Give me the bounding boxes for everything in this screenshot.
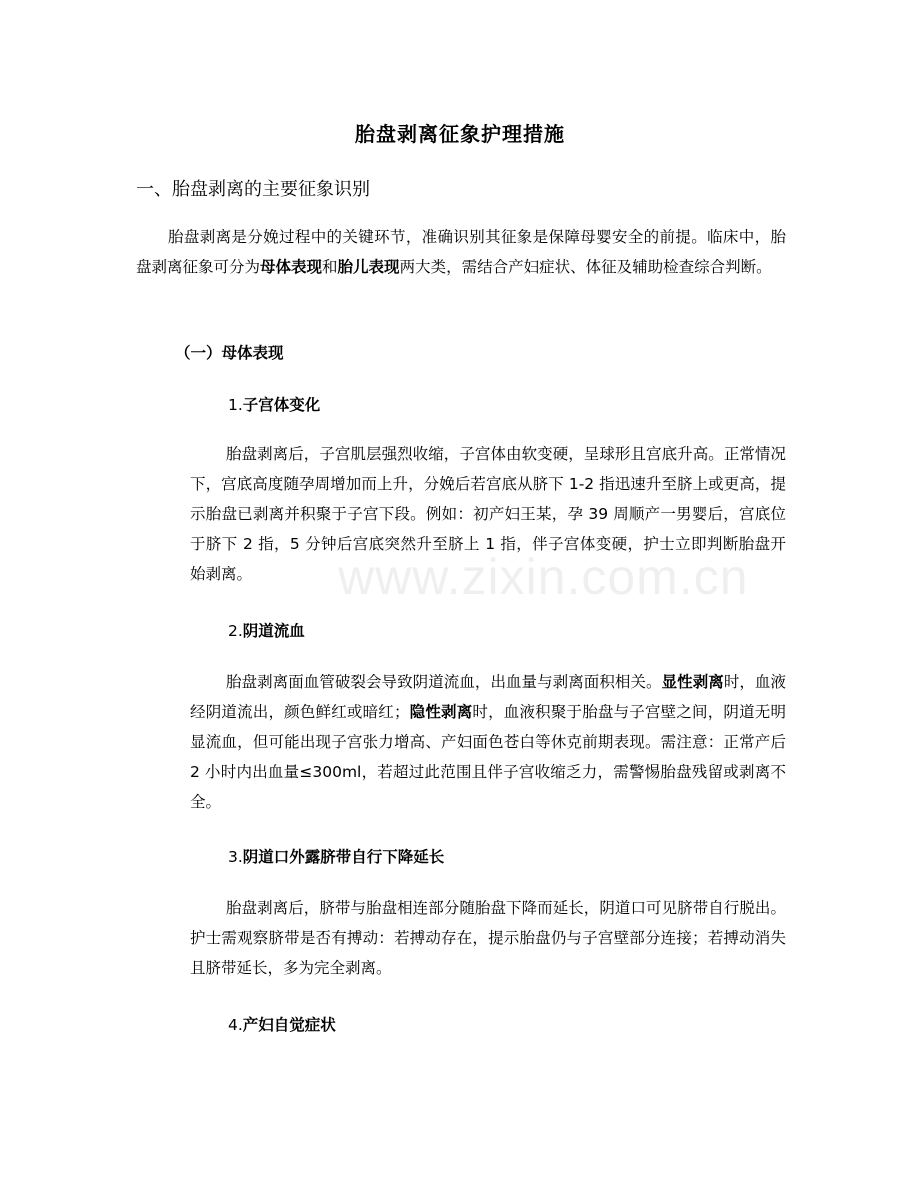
watermark: www.zixin.com.cn xyxy=(338,549,749,605)
item-paragraph-2 xyxy=(190,667,786,817)
item-number-2: 2. xyxy=(228,622,243,640)
item-heading-4 xyxy=(228,1013,336,1035)
item-number-1: 1. xyxy=(228,396,243,414)
item-number-3: 3. xyxy=(228,848,243,866)
intro-bold-fetal: 胎儿表现 xyxy=(337,258,400,276)
item2-bold-concealed: 隐性剥离 xyxy=(409,703,473,721)
intro-text-1: 胎盘剥离是分娩过程中的关键环节，准确识别其征象是保障母婴安全的前提。临床中，胎盘剥离征象可分为 xyxy=(136,228,786,276)
subsection-heading-maternal: （一）母体表现 xyxy=(175,344,284,362)
item-title-2: 阴道流血 xyxy=(242,622,305,640)
item-title-1: 子宫体变化 xyxy=(242,396,321,414)
item2-bold-overt: 显性剥离 xyxy=(661,673,724,691)
intro-bold-maternal: 母体表现 xyxy=(260,258,323,276)
item2-text-3: 时，血液积聚于胎盘与子宫壁之间，阴道无明显流血，但可能出现子宫张力增高、产妇面色苍白等休克前期表现。需注意：正常产后 2 小时内出血量≤300ml，若超过此范围且伴子宫收缩乏力，需警惕胎盘残留或剥离不全。 xyxy=(190,703,786,811)
item-heading-2 xyxy=(228,619,305,641)
intro-text-3: 两大类，需结合产妇症状、体征及辅助检查综合判断。 xyxy=(399,258,772,276)
intro-text-2: 和 xyxy=(322,258,338,276)
item-heading-1 xyxy=(228,393,320,415)
item2-text-1: 胎盘剥离面血管破裂会导致阴道流血，出血量与剥离面积相关。 xyxy=(226,673,662,691)
item-title-3: 阴道口外露脐带自行下降延长 xyxy=(242,848,445,866)
intro-paragraph xyxy=(136,222,786,282)
item-number-4: 4. xyxy=(228,1016,243,1034)
item-paragraph-1: 胎盘剥离后，子宫肌层强烈收缩，子宫体由软变硬，呈球形且宫底升高。正常情况下，宫底高度随孕周增加而上升，分娩后若宫底从脐下 1-2 指迅速升至脐上或更高，提示胎盘已剥离并积聚于子宫下段。例如：初产妇王某，孕 39 周顺产一男婴后，宫底位于脐下 2 指，5 分钟后宫底突然升至脐上 1 指，伴子宫体变硬，护士立即判断胎盘开始剥离。 xyxy=(190,445,786,583)
document-title: 胎盘剥离征象护理措施 xyxy=(355,122,565,146)
section-heading-1: 一、胎盘剥离的主要征象识别 xyxy=(136,179,370,200)
item-heading-3 xyxy=(228,845,444,867)
item-title-4: 产妇自觉症状 xyxy=(242,1016,336,1034)
item2-text-2: 时，血液经阴道流出，颜色鲜红或暗红； xyxy=(190,673,786,721)
item-paragraph-3: 胎盘剥离后，脐带与胎盘相连部分随胎盘下降而延长，阴道口可见脐带自行脱出。护士需观察脐带是否有搏动：若搏动存在，提示胎盘仍与子宫壁部分连接；若搏动消失且脐带延长，多为完全剥离。 xyxy=(190,899,786,977)
